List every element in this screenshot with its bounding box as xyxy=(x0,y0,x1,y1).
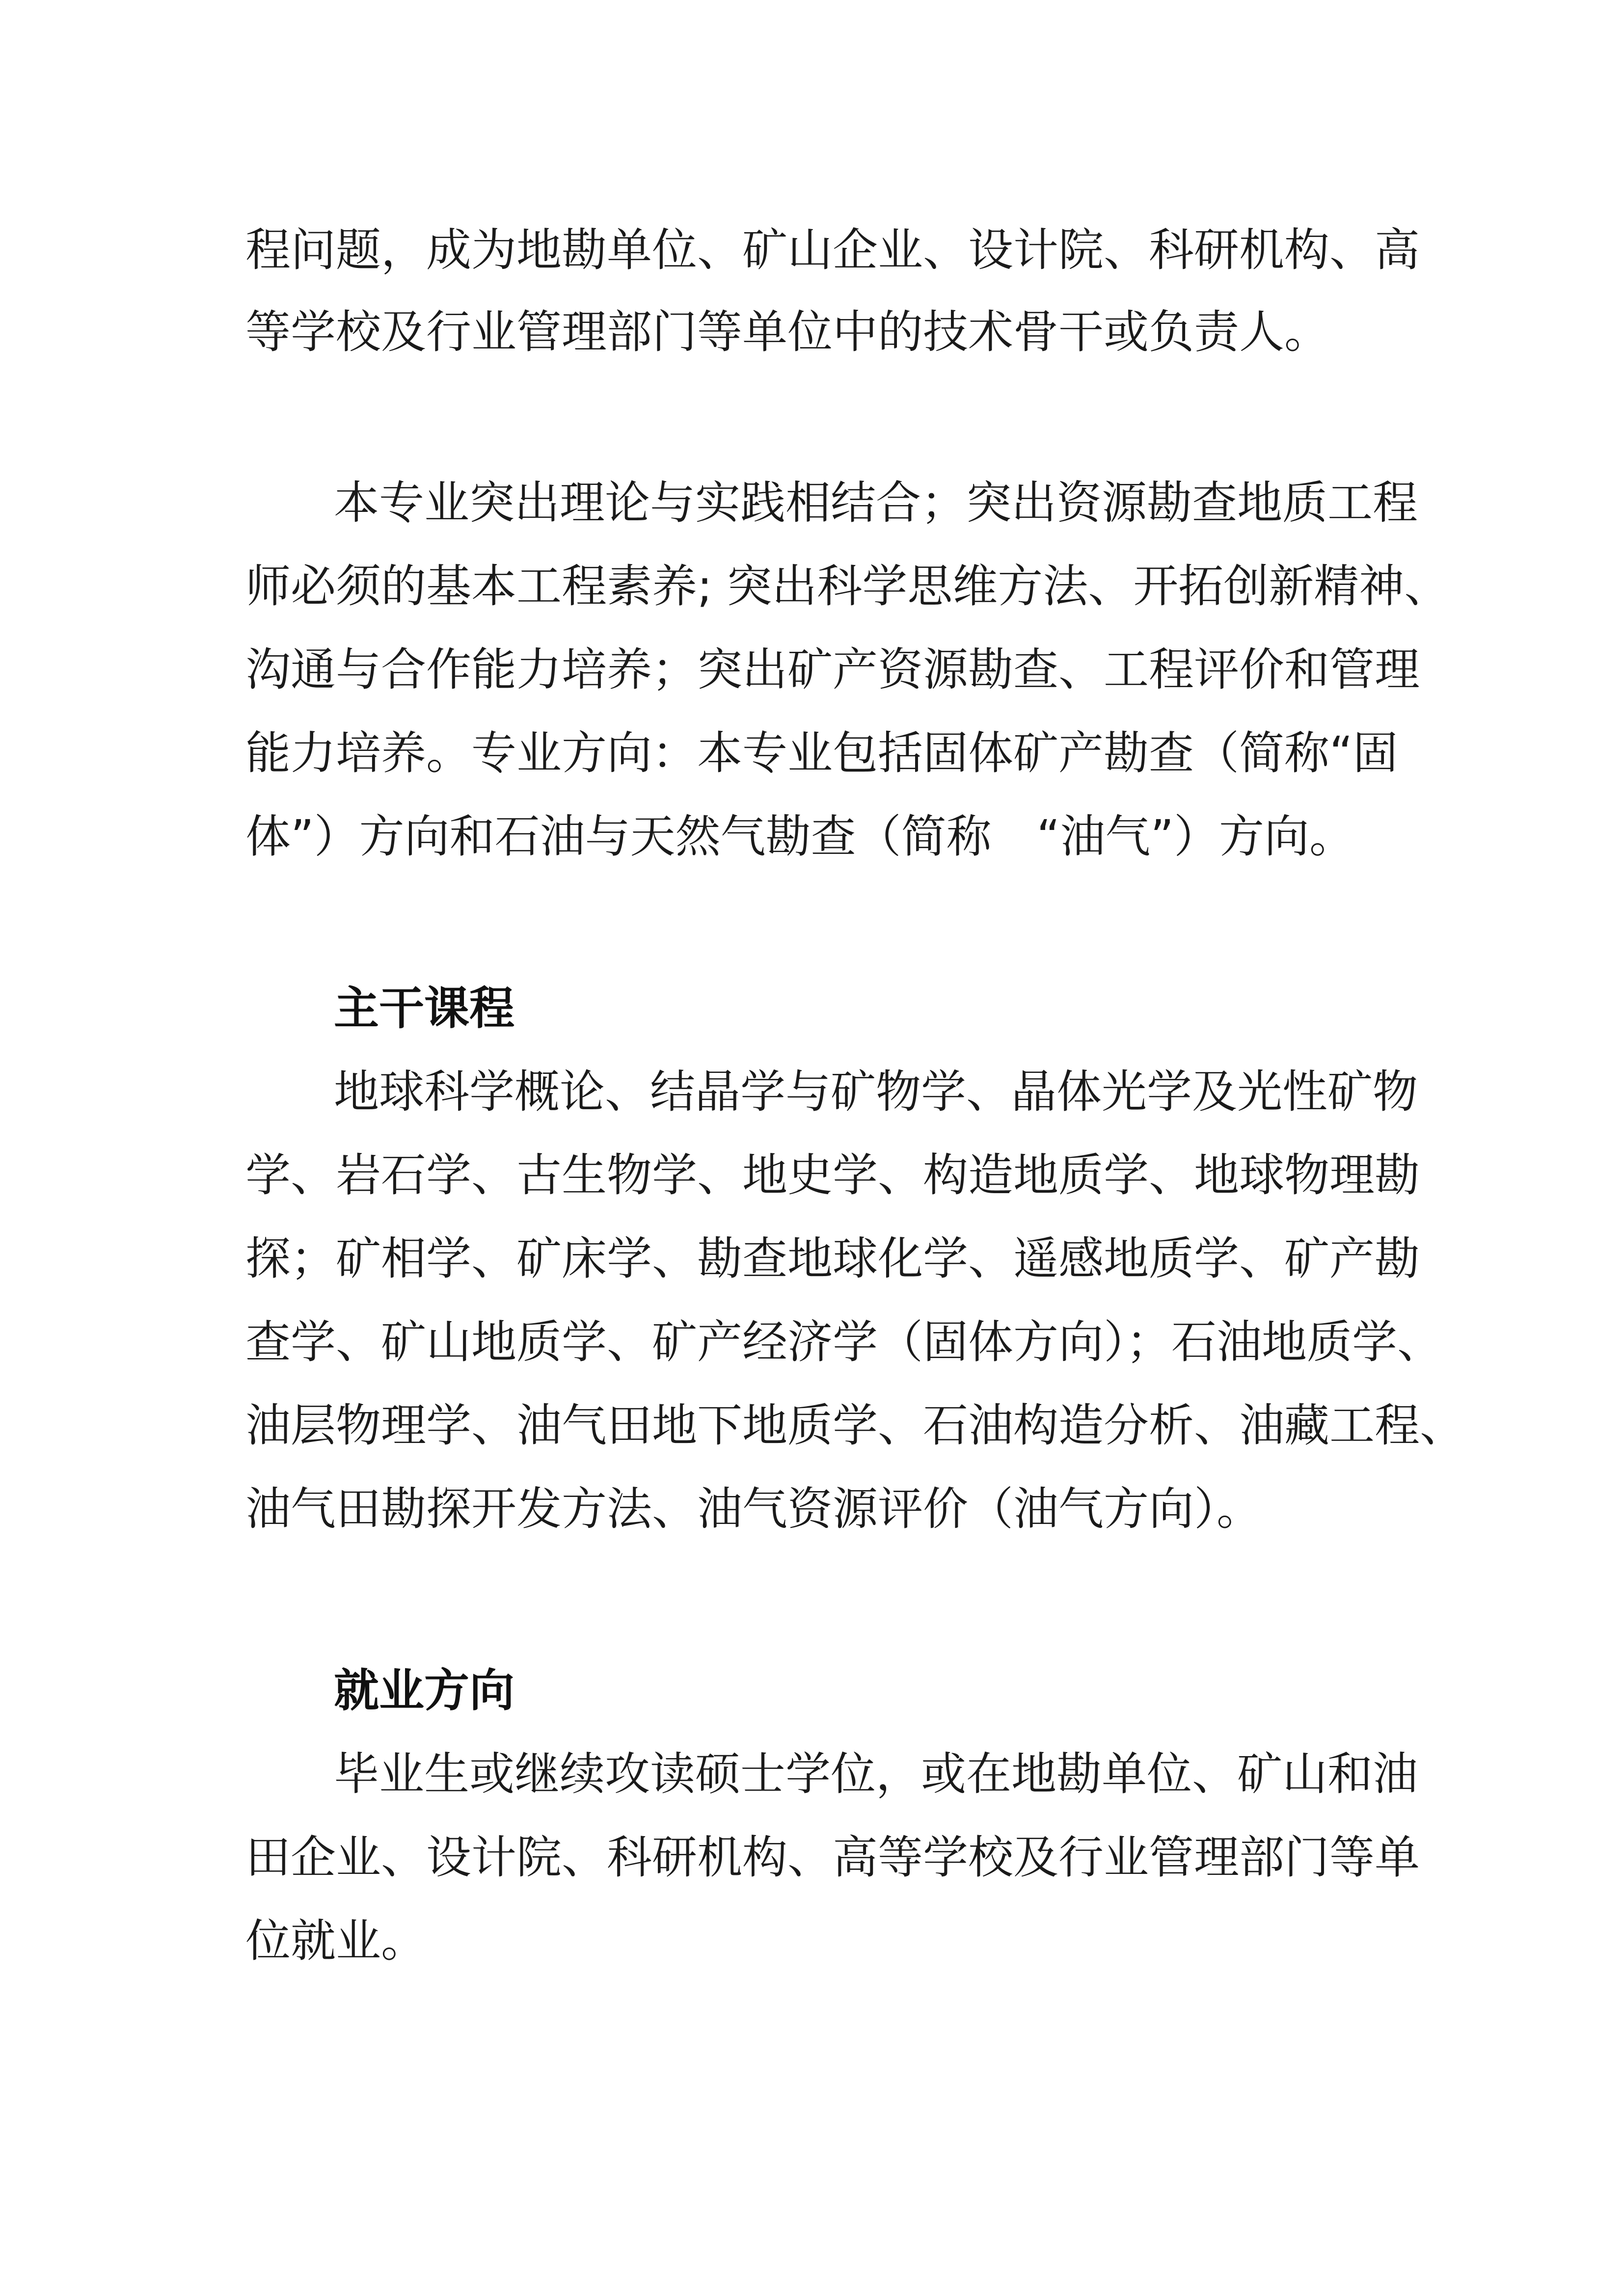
paragraph-line: 程问题，成为地勘单位、矿山企业、设计院、科研机构、高 xyxy=(245,224,1420,276)
paragraph-line: 油气田勘探开发方法、油气资源评价（油气方向）。 xyxy=(245,1483,1262,1535)
paragraph-line: 等学校及行业管理部门等单位中的技术骨干或负责人。 xyxy=(245,306,1330,358)
paragraph-line: 田企业、设计院、科研机构、高等学校及行业管理部门等单 xyxy=(245,1831,1420,1884)
paragraph-line: 探；矿相学、矿床学、勘查地球化学、遥感地质学、矿产勘 xyxy=(245,1232,1420,1285)
paragraph-line: 体”）方向和石油与天然气勘查（简称 “油气”）方向。 xyxy=(245,810,1354,863)
paragraph-line: 油层物理学、油气田地下地质学、石油构造分析、油藏工程、 xyxy=(245,1399,1465,1452)
paragraph-line: 沟通与合作能力培养；突出矿产资源勘查、工程评价和管理 xyxy=(245,643,1420,696)
paragraph-line: 位就业。 xyxy=(245,1915,427,1967)
section-heading-courses: 主干课程 xyxy=(334,982,515,1035)
paragraph-line: 地球科学概论、结晶学与矿物学、晶体光学及光性矿物 xyxy=(334,1066,1418,1118)
section-heading-employment: 就业方向 xyxy=(334,1664,515,1717)
paragraph-line: 毕业生或继续攻读硕士学位，或在地勘单位、矿山和油 xyxy=(334,1748,1418,1800)
paragraph-line: 师必须的基本工程素养; 突出科学思维方法、开拓创新精神、 xyxy=(245,560,1450,613)
paragraph-line: 本专业突出理论与实践相结合；突出资源勘查地质工程 xyxy=(334,477,1418,529)
paragraph-line: 能力培养。专业方向：本专业包括固体矿产勘查（简称“固 xyxy=(245,727,1398,779)
paragraph-line: 学、岩石学、古生物学、地史学、构造地质学、地球物理勘 xyxy=(245,1149,1420,1201)
paragraph-line: 查学、矿山地质学、矿产经济学（固体方向）；石油地质学、 xyxy=(245,1316,1443,1368)
